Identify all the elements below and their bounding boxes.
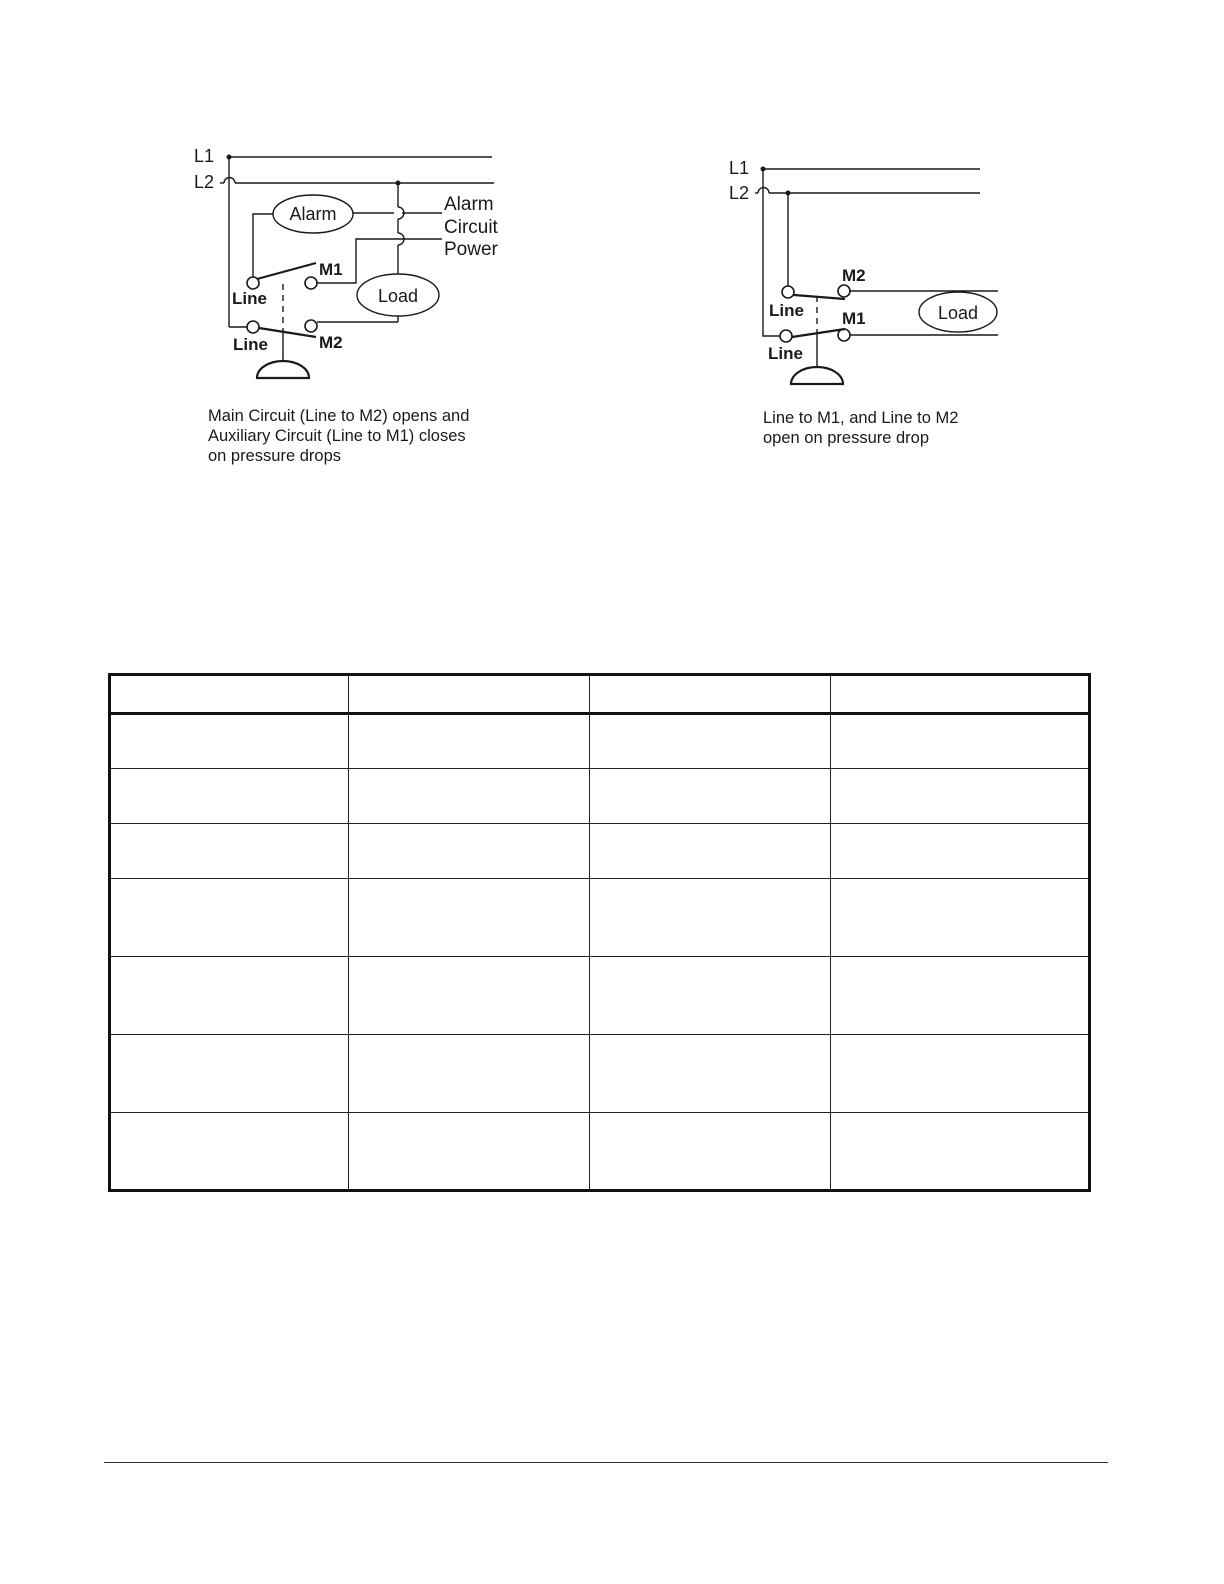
table-cell	[590, 879, 831, 957]
table-cell	[831, 824, 1090, 879]
right-caption-line: open on pressure drop	[763, 429, 930, 447]
table-cell	[110, 714, 349, 769]
right-diagram-caption	[763, 408, 958, 448]
left-m2-label: M2	[319, 333, 343, 352]
table-row	[110, 1035, 1090, 1113]
left-m1-label: M1	[319, 260, 343, 279]
right-m1-label: M1	[842, 309, 866, 328]
wiring-diagrams	[0, 0, 1224, 520]
left-caption-line: on pressure drops	[208, 447, 341, 465]
alarm-circuit-power-line-3: Power	[444, 239, 498, 260]
alarm-label: Alarm	[289, 204, 337, 224]
table-cell	[349, 879, 590, 957]
table-cell	[590, 769, 831, 824]
table-cell	[110, 769, 349, 824]
right-line-bottom-terminal	[780, 330, 792, 342]
right-bottom-contact-blade	[792, 329, 845, 337]
right-top-contact-blade	[794, 295, 845, 299]
left-l1-label: L1	[194, 146, 215, 166]
table-cell	[349, 769, 590, 824]
table-row	[110, 769, 1090, 824]
table-row	[110, 714, 1090, 769]
header-cell	[110, 675, 349, 714]
table-cell	[110, 824, 349, 879]
left-line-top-label: Line	[232, 289, 267, 308]
table-row	[110, 879, 1090, 957]
left-pressure-actuator	[257, 361, 309, 378]
left-l2-label: L2	[194, 172, 215, 192]
right-l2-label: L2	[729, 183, 750, 203]
specification-table	[108, 673, 1091, 1192]
alarm-circuit-power-line-1: Alarm	[444, 194, 494, 215]
table-header-row	[110, 675, 1090, 714]
header-cell	[590, 675, 831, 714]
right-caption-line: Line to M1, and Line to M2	[763, 409, 959, 427]
table-cell	[349, 1113, 590, 1191]
left-line-bottom-label: Line	[233, 335, 268, 354]
table-cell	[831, 879, 1090, 957]
table-cell	[831, 1035, 1090, 1113]
table-cell	[349, 824, 590, 879]
left-caption-line: Auxiliary Circuit (Line to M1) closes	[208, 427, 466, 445]
right-m2-label: M2	[842, 266, 866, 285]
header-cell	[349, 675, 590, 714]
table-cell	[590, 714, 831, 769]
table-cell	[349, 1035, 590, 1113]
table-cell	[831, 1113, 1090, 1191]
table-cell	[349, 714, 590, 769]
right-line-top-label: Line	[769, 301, 804, 320]
left-top-contact-blade	[257, 263, 316, 279]
right-pressure-actuator	[791, 367, 843, 384]
table-cell	[110, 1035, 349, 1113]
table-row	[110, 957, 1090, 1035]
table-cell	[590, 1113, 831, 1191]
table-cell	[349, 957, 590, 1035]
header-cell	[831, 675, 1090, 714]
table-cell	[110, 957, 349, 1035]
footer-divider	[104, 1462, 1108, 1463]
right-line-top-terminal	[782, 286, 794, 298]
table-cell	[831, 957, 1090, 1035]
table-row	[110, 1113, 1090, 1191]
table-cell	[110, 879, 349, 957]
table-cell	[831, 714, 1090, 769]
left-wiring-diagram	[194, 146, 499, 378]
left-diagram-caption	[208, 406, 469, 466]
left-m2-terminal	[305, 320, 317, 332]
table-cell	[831, 769, 1090, 824]
wiring-diagrams-svg	[0, 0, 1224, 520]
left-m1-terminal	[305, 277, 317, 289]
left-load-label: Load	[377, 286, 419, 306]
alarm-to-line-wire	[253, 214, 273, 277]
table-cell	[590, 1035, 831, 1113]
table-cell	[590, 957, 831, 1035]
right-wiring-diagram	[729, 158, 998, 384]
left-caption-line: Main Circuit (Line to M2) opens and	[208, 407, 470, 425]
table-row	[110, 824, 1090, 879]
right-l1-label: L1	[729, 158, 750, 178]
table-cell	[110, 1113, 349, 1191]
table-cell	[590, 824, 831, 879]
alarm-circuit-power-line-2: Circuit	[444, 217, 498, 238]
left-line-bottom-terminal	[247, 321, 259, 333]
right-m2-terminal	[838, 285, 850, 297]
right-line-bottom-label: Line	[768, 344, 803, 363]
right-load-label: Load	[937, 303, 979, 323]
